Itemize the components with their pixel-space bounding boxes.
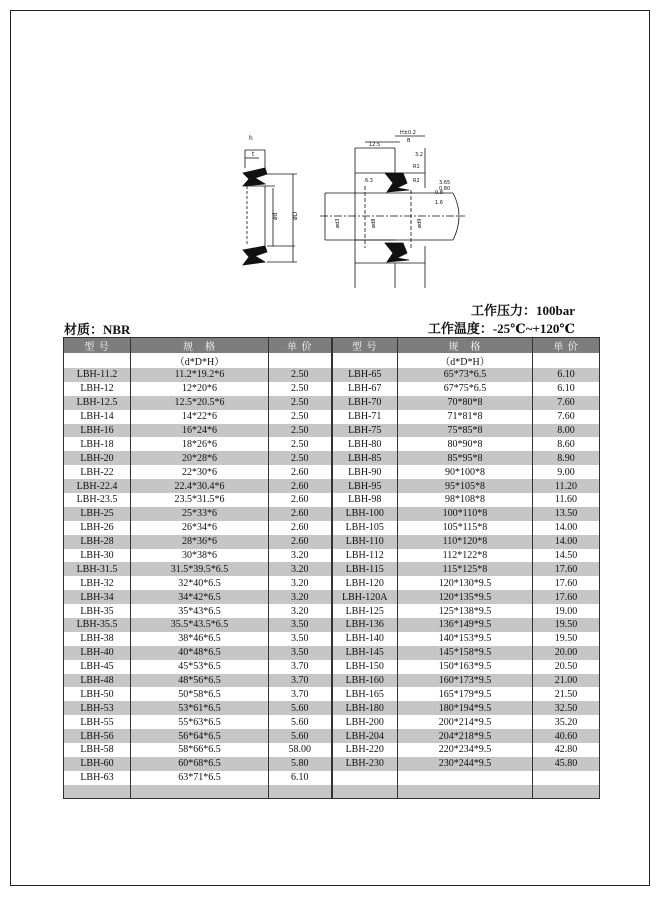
cell-price: 58.00 xyxy=(269,743,332,757)
cell-price: 2.60 xyxy=(269,521,332,535)
dim-B-label: B xyxy=(407,138,411,144)
cell-model: LBH-20 xyxy=(64,451,131,465)
cell-model: LBH-70 xyxy=(332,396,398,410)
cell-model: LBH-160 xyxy=(332,674,398,688)
roughness-4-label: 0.8 xyxy=(435,190,443,196)
cell-price: 19.00 xyxy=(533,604,600,618)
cell-model: LBH-40 xyxy=(64,646,131,660)
footer-cell xyxy=(64,785,131,799)
table-row xyxy=(64,562,600,576)
table-header-row xyxy=(64,338,600,354)
cell-spec: 105*115*8 xyxy=(398,521,533,535)
roughness-5-label: 1.6 xyxy=(435,200,443,206)
cell-spec: 140*153*9.5 xyxy=(398,632,533,646)
cell-model: LBH-165 xyxy=(332,687,398,701)
dim-H-label: H±0.2 xyxy=(400,130,416,136)
cell-model: LBH-55 xyxy=(64,715,131,729)
cell-spec: 115*125*8 xyxy=(398,562,533,576)
cell-price: 2.50 xyxy=(269,451,332,465)
cell-spec: 125*138*9.5 xyxy=(398,604,533,618)
cell-price: 11.60 xyxy=(533,493,600,507)
cell-price: 6.10 xyxy=(533,368,600,382)
cell-spec: 53*61*6.5 xyxy=(131,701,269,715)
cell-model: LBH-50 xyxy=(64,687,131,701)
cell-spec: 160*173*9.5 xyxy=(398,674,533,688)
table-row xyxy=(64,701,600,715)
cell-price: 3.50 xyxy=(269,618,332,632)
cell-spec: 120*130*9.5 xyxy=(398,576,533,590)
cell-price: 5.60 xyxy=(269,729,332,743)
cell-spec: 14*22*6 xyxy=(131,410,269,424)
cell-price: 32.50 xyxy=(533,701,600,715)
cell-model: LBH-80 xyxy=(332,437,398,451)
cell-price: 3.20 xyxy=(269,549,332,563)
cell-model: LBH-120A xyxy=(332,590,398,604)
cell-spec: 98*108*8 xyxy=(398,493,533,507)
cell-price: 20.50 xyxy=(533,660,600,674)
table-row xyxy=(64,396,600,410)
cell-spec: 55*63*6.5 xyxy=(131,715,269,729)
cell-spec: 30*38*6 xyxy=(131,549,269,563)
table-row xyxy=(64,521,600,535)
cell-model: LBH-28 xyxy=(64,535,131,549)
roughness-2-label: 6.3 xyxy=(365,178,373,184)
cell-spec: 136*149*9.5 xyxy=(398,618,533,632)
cell-model: LBH-180 xyxy=(332,701,398,715)
table-row xyxy=(64,604,600,618)
table-footer-row xyxy=(64,785,600,799)
cell-price: 17.60 xyxy=(533,590,600,604)
cell-price: 3.20 xyxy=(269,604,332,618)
cell-model: LBH-38 xyxy=(64,632,131,646)
subheader-cell xyxy=(64,353,131,368)
cell-model: LBH-23.5 xyxy=(64,493,131,507)
cell-spec: 58*66*6.5 xyxy=(131,743,269,757)
subheader-cell xyxy=(269,353,332,368)
seal-technical-drawing xyxy=(225,128,480,288)
table-row xyxy=(64,424,600,438)
table-row xyxy=(64,687,600,701)
table-row xyxy=(64,590,600,604)
cell-spec: 11.2*19.2*6 xyxy=(131,368,269,382)
cell-model: LBH-110 xyxy=(332,535,398,549)
cell-spec: 63*71*6.5 xyxy=(131,771,269,785)
cell-price: 19.50 xyxy=(533,618,600,632)
cell-model: LBH-145 xyxy=(332,646,398,660)
subheader-cell xyxy=(332,353,398,368)
table-row xyxy=(64,743,600,757)
cell-price: 19.50 xyxy=(533,632,600,646)
cell-price: 6.10 xyxy=(533,382,600,396)
table-row xyxy=(64,479,600,493)
header-model: 型 号 xyxy=(64,338,131,354)
cell-spec: 38*46*6.5 xyxy=(131,632,269,646)
cell-spec: 65*73*6.5 xyxy=(398,368,533,382)
cell-model: LBH-34 xyxy=(64,590,131,604)
cell-price: 17.60 xyxy=(533,562,600,576)
table-row xyxy=(64,493,600,507)
tolerance-label: 3.65 xyxy=(439,180,451,186)
cell-spec: 112*122*8 xyxy=(398,549,533,563)
cell-price: 2.60 xyxy=(269,507,332,521)
dim-d9-label: ød9 xyxy=(417,218,423,228)
cell-spec: 22*30*6 xyxy=(131,465,269,479)
table-row xyxy=(64,576,600,590)
cell-model: LBH-75 xyxy=(332,424,398,438)
subheader-cell xyxy=(533,353,600,368)
cell-price: 8.90 xyxy=(533,451,600,465)
table-row xyxy=(64,437,600,451)
cell-spec: 95*105*8 xyxy=(398,479,533,493)
dim-d3-label: ød3 xyxy=(335,218,341,228)
cell-price: 3.70 xyxy=(269,687,332,701)
cell-model: LBH-58 xyxy=(64,743,131,757)
cell-price: 21.00 xyxy=(533,674,600,688)
cell-model: LBH-30 xyxy=(64,549,131,563)
header-model-2: 型 号 xyxy=(332,338,398,354)
table-row xyxy=(64,674,600,688)
cell-spec: 45*53*6.5 xyxy=(131,660,269,674)
cell-model: LBH-136 xyxy=(332,618,398,632)
footer-cell xyxy=(398,785,533,799)
cell-model: LBH-140 xyxy=(332,632,398,646)
cell-price: 42.80 xyxy=(533,743,600,757)
cell-price: 11.20 xyxy=(533,479,600,493)
cell-model: LBH-22.4 xyxy=(64,479,131,493)
cell-model: LBH-150 xyxy=(332,660,398,674)
working-pressure: 工作压力：100bar xyxy=(470,303,575,318)
working-temperature: 工作温度：-25℃~+120℃ xyxy=(427,321,575,336)
cell-price: 2.60 xyxy=(269,535,332,549)
dim-R1-label: R1 xyxy=(413,164,420,170)
table-subheader-row xyxy=(64,353,600,368)
cell-model: LBH-67 xyxy=(332,382,398,396)
cell-model: LBH-32 xyxy=(64,576,131,590)
cell-price: 20.00 xyxy=(533,646,600,660)
cell-price: 2.50 xyxy=(269,368,332,382)
cell-price: 3.20 xyxy=(269,576,332,590)
table-row xyxy=(64,549,600,563)
cell-spec: 75*85*8 xyxy=(398,424,533,438)
footer-cell xyxy=(332,785,398,799)
cell-model: LBH-63 xyxy=(64,771,131,785)
cell-price: 2.60 xyxy=(269,493,332,507)
header-price: 单 价 xyxy=(269,338,332,354)
cell-price: 5.60 xyxy=(269,701,332,715)
cell-model: LBH-22 xyxy=(64,465,131,479)
cell-price: 14.00 xyxy=(533,521,600,535)
cell-spec: 22.4*30.4*6 xyxy=(131,479,269,493)
dim-D-label: øD xyxy=(292,211,299,220)
cell-price: 3.70 xyxy=(269,674,332,688)
cell-model xyxy=(332,771,398,785)
cell-model: LBH-31.5 xyxy=(64,562,131,576)
table-row xyxy=(64,632,600,646)
cell-model: LBH-100 xyxy=(332,507,398,521)
cell-spec: 35.5*43.5*6.5 xyxy=(131,618,269,632)
subheader-cell: （d*D*H） xyxy=(398,353,533,368)
table-row xyxy=(64,757,600,771)
footer-cell xyxy=(533,785,600,799)
roughness-1-label: 12.5 xyxy=(369,142,381,148)
cell-spec: 145*158*9.5 xyxy=(398,646,533,660)
cell-spec: 23.5*31.5*6 xyxy=(131,493,269,507)
cell-spec: 165*179*9.5 xyxy=(398,687,533,701)
cell-model: LBH-12.5 xyxy=(64,396,131,410)
cell-spec: 56*64*6.5 xyxy=(131,729,269,743)
cell-model: LBH-115 xyxy=(332,562,398,576)
cell-price: 8.60 xyxy=(533,437,600,451)
cell-price: 2.50 xyxy=(269,410,332,424)
cell-spec: 70*80*8 xyxy=(398,396,533,410)
cell-model: LBH-125 xyxy=(332,604,398,618)
table-row xyxy=(64,771,600,785)
table-row xyxy=(64,368,600,382)
cell-spec: 40*48*6.5 xyxy=(131,646,269,660)
cell-model: LBH-71 xyxy=(332,410,398,424)
cell-spec: 200*214*9.5 xyxy=(398,715,533,729)
table-row xyxy=(64,451,600,465)
cell-spec: 20*28*6 xyxy=(131,451,269,465)
cell-price: 3.50 xyxy=(269,632,332,646)
cell-model: LBH-11.2 xyxy=(64,368,131,382)
cell-model: LBH-60 xyxy=(64,757,131,771)
footer-cell xyxy=(131,785,269,799)
cell-spec: 90*100*8 xyxy=(398,465,533,479)
cell-model: LBH-120 xyxy=(332,576,398,590)
cell-spec: 12.5*20.5*6 xyxy=(131,396,269,410)
cell-model: LBH-53 xyxy=(64,701,131,715)
cell-spec: 85*95*8 xyxy=(398,451,533,465)
cell-spec: 48*56*6.5 xyxy=(131,674,269,688)
cell-spec: 67*75*6.5 xyxy=(398,382,533,396)
cell-spec: 25*33*6 xyxy=(131,507,269,521)
table-row xyxy=(64,618,600,632)
cell-model: LBH-14 xyxy=(64,410,131,424)
cell-model: LBH-98 xyxy=(332,493,398,507)
cell-spec: 204*218*9.5 xyxy=(398,729,533,743)
cell-price: 2.50 xyxy=(269,382,332,396)
cell-spec: 220*234*9.5 xyxy=(398,743,533,757)
cell-spec: 110*120*8 xyxy=(398,535,533,549)
cell-spec: 180*194*9.5 xyxy=(398,701,533,715)
cell-spec: 34*42*6.5 xyxy=(131,590,269,604)
cell-model: LBH-105 xyxy=(332,521,398,535)
cell-price: 7.60 xyxy=(533,396,600,410)
cell-model: LBH-200 xyxy=(332,715,398,729)
dim-t-label: t xyxy=(252,151,255,158)
table-row xyxy=(64,465,600,479)
cell-price: 7.60 xyxy=(533,410,600,424)
cell-price: 2.60 xyxy=(269,465,332,479)
cell-model: LBH-35 xyxy=(64,604,131,618)
cell-spec: 16*24*6 xyxy=(131,424,269,438)
cell-model: LBH-45 xyxy=(64,660,131,674)
cell-model: LBH-95 xyxy=(332,479,398,493)
dim-R2-label: R2 xyxy=(413,178,420,184)
cell-price: 8.00 xyxy=(533,424,600,438)
header-price-2: 单 价 xyxy=(533,338,600,354)
cell-price: 14.00 xyxy=(533,535,600,549)
cell-model: LBH-12 xyxy=(64,382,131,396)
cell-price: 40.60 xyxy=(533,729,600,743)
table-row xyxy=(64,507,600,521)
cell-model: LBH-220 xyxy=(332,743,398,757)
cell-spec: 71*81*8 xyxy=(398,410,533,424)
cell-spec: 50*58*6.5 xyxy=(131,687,269,701)
cell-model: LBH-204 xyxy=(332,729,398,743)
cell-price: 2.50 xyxy=(269,437,332,451)
cell-spec: 100*110*8 xyxy=(398,507,533,521)
cell-price: 6.10 xyxy=(269,771,332,785)
roughness-3-label: 3.2 xyxy=(415,152,423,158)
cell-spec: 80*90*8 xyxy=(398,437,533,451)
cell-price: 17.60 xyxy=(533,576,600,590)
cell-price: 2.60 xyxy=(269,479,332,493)
cell-price: 5.60 xyxy=(269,715,332,729)
table-row xyxy=(64,715,600,729)
cell-model: LBH-25 xyxy=(64,507,131,521)
footer-cell xyxy=(269,785,332,799)
cell-model: LBH-35.5 xyxy=(64,618,131,632)
cell-price: 3.20 xyxy=(269,590,332,604)
cell-model: LBH-230 xyxy=(332,757,398,771)
cell-spec: 31.5*39.5*6.5 xyxy=(131,562,269,576)
working-parameters xyxy=(428,302,575,338)
cell-model: LBH-18 xyxy=(64,437,131,451)
cell-model: LBH-90 xyxy=(332,465,398,479)
cell-price: 3.50 xyxy=(269,646,332,660)
cell-spec: 60*68*6.5 xyxy=(131,757,269,771)
cell-spec: 35*43*6.5 xyxy=(131,604,269,618)
cell-spec: 28*36*6 xyxy=(131,535,269,549)
cell-spec: 18*26*6 xyxy=(131,437,269,451)
cell-model: LBH-56 xyxy=(64,729,131,743)
cell-price: 5.80 xyxy=(269,757,332,771)
tolerance-2-label: 0.80 xyxy=(439,186,451,192)
dim-d8-label: ød8 xyxy=(371,218,377,228)
cell-price: 3.20 xyxy=(269,562,332,576)
cell-spec: 12*20*6 xyxy=(131,382,269,396)
cell-price: 2.50 xyxy=(269,396,332,410)
table-row xyxy=(64,382,600,396)
cell-price: 2.50 xyxy=(269,424,332,438)
table-row xyxy=(64,410,600,424)
cell-model: LBH-85 xyxy=(332,451,398,465)
cell-spec xyxy=(398,771,533,785)
cell-price: 9.00 xyxy=(533,465,600,479)
cell-price: 3.70 xyxy=(269,660,332,674)
dim-h-label: h xyxy=(249,135,253,142)
cell-model: LBH-48 xyxy=(64,674,131,688)
cell-model: LBH-65 xyxy=(332,368,398,382)
cell-price: 45.80 xyxy=(533,757,600,771)
header-spec-2: 规 格 xyxy=(398,338,533,354)
cell-spec: 150*163*9.5 xyxy=(398,660,533,674)
table-row xyxy=(64,660,600,674)
subheader-cell: （d*D*H） xyxy=(131,353,269,368)
table-body xyxy=(64,353,600,798)
table-row xyxy=(64,535,600,549)
cell-spec: 230*244*9.5 xyxy=(398,757,533,771)
dim-d-label: ød xyxy=(272,212,279,220)
cell-spec: 120*135*9.5 xyxy=(398,590,533,604)
cell-price: 21.50 xyxy=(533,687,600,701)
cell-price xyxy=(533,771,600,785)
cell-spec: 32*40*6.5 xyxy=(131,576,269,590)
cell-price: 13.50 xyxy=(533,507,600,521)
cell-model: LBH-16 xyxy=(64,424,131,438)
table-row xyxy=(64,729,600,743)
cell-spec: 26*34*6 xyxy=(131,521,269,535)
table-row xyxy=(64,646,600,660)
cell-model: LBH-112 xyxy=(332,549,398,563)
cell-model: LBH-26 xyxy=(64,521,131,535)
material-label: 材质：NBR xyxy=(64,322,131,337)
cell-price: 14.50 xyxy=(533,549,600,563)
header-spec: 规 格 xyxy=(131,338,269,354)
cell-price: 35.20 xyxy=(533,715,600,729)
price-table xyxy=(63,337,600,799)
